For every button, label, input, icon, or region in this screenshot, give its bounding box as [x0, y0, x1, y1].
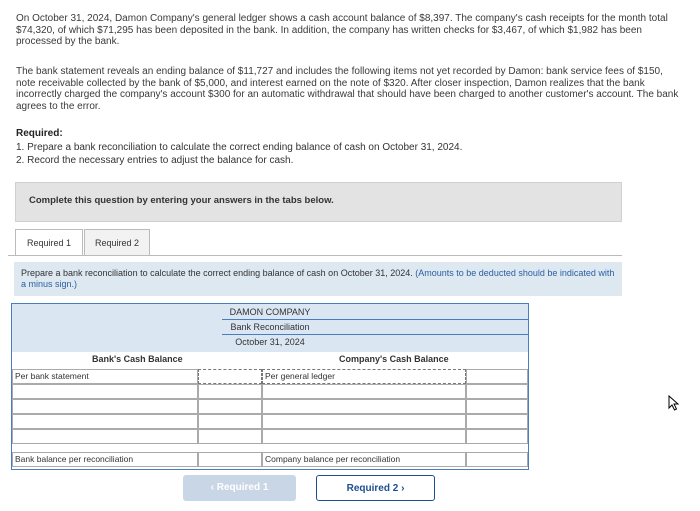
required-item-1: 1. Prepare a bank reconciliation to calculate the correct ending balance of cash on October 31, 2024. [16, 142, 463, 153]
company-balance-total-label: Company balance per reconciliation [262, 452, 466, 467]
task-note: (Amounts to be deducted should be indicated with a minus sign.) [21, 268, 615, 289]
company-cash-balance-header: Company's Cash Balance [339, 354, 449, 364]
company-amount-input[interactable] [466, 399, 528, 414]
bank-item-input[interactable] [12, 384, 198, 399]
statement-date: October 31, 2024 [235, 337, 305, 347]
bank-balance-total-label: Bank balance per reconciliation [12, 452, 198, 467]
header-divider [222, 319, 528, 320]
company-balance-total-input[interactable] [466, 452, 528, 467]
header-divider [222, 334, 528, 335]
chevron-right-icon: › [401, 483, 405, 494]
problem-paragraph-1: On October 31, 2024, Damon Company's general ledger shows a cash account balance of $8,397. The company's cash receipts for the month total $74,320, of which $71,295 has been deposited in the bank. In addition, the company has written checks for $3,467, of which $1,982 has been processed by the bank. [16, 13, 668, 47]
required-title: Required: [16, 128, 63, 139]
company-amount-input[interactable] [466, 369, 528, 384]
instruction-text: Complete this question by entering your answers in the tabs below. [29, 195, 334, 206]
company-item-input[interactable]: Per general ledger [262, 369, 466, 384]
bank-reconciliation-table [11, 303, 529, 470]
bank-amount-input[interactable] [198, 369, 262, 384]
next-button-label: Required 2 [346, 483, 399, 494]
reconciliation-header [12, 304, 528, 352]
tab-required-2[interactable]: Required 2 [84, 229, 150, 256]
next-button[interactable] [316, 475, 435, 501]
bank-item-input[interactable] [12, 399, 198, 414]
per-bank-statement-label: Per bank statement [12, 369, 198, 384]
statement-title: Bank Reconciliation [230, 322, 310, 332]
company-item-input[interactable] [262, 399, 466, 414]
instruction-banner [15, 182, 622, 222]
company-item-input[interactable] [262, 429, 466, 444]
problem-paragraph-2: The bank statement reveals an ending balance of $11,727 and includes the following items not yet recorded by Damon: bank service fees of $150, note receivable collected by the bank of $5,000, and interest earned on the note of $320. After closer inspection, Damon realizes that the bank incorrectly charged the company's account $300 for an automatic withdrawal that should have been charged to another customer's account. The bank agrees to the error. [16, 66, 679, 112]
bank-amount-input[interactable] [198, 384, 262, 399]
company-amount-input[interactable] [466, 429, 528, 444]
tab-required-1[interactable]: Required 1 [15, 229, 83, 256]
task-text: Prepare a bank reconciliation to calculate the correct ending balance of cash on October 31, 2024. [21, 268, 413, 278]
task-instructions [14, 262, 622, 296]
chevron-left-icon: ‹ [210, 482, 214, 493]
bank-amount-input[interactable] [198, 429, 262, 444]
previous-button-label: Required 1 [216, 482, 269, 493]
bank-balance-total-input[interactable] [198, 452, 262, 467]
bank-item-input[interactable] [12, 414, 198, 429]
bank-amount-input[interactable] [198, 414, 262, 429]
company-item-input[interactable] [262, 414, 466, 429]
previous-button[interactable] [183, 475, 296, 501]
company-amount-input[interactable] [466, 384, 528, 399]
required-item-2: 2. Record the necessary entries to adjust the balance for cash. [16, 155, 294, 166]
bank-cash-balance-header: Bank's Cash Balance [92, 354, 183, 364]
mouse-cursor-icon [668, 395, 682, 411]
company-name: DAMON COMPANY [229, 307, 311, 317]
bank-item-input[interactable] [12, 429, 198, 444]
company-amount-input[interactable] [466, 414, 528, 429]
company-item-input[interactable] [262, 384, 466, 399]
bank-amount-input[interactable] [198, 399, 262, 414]
